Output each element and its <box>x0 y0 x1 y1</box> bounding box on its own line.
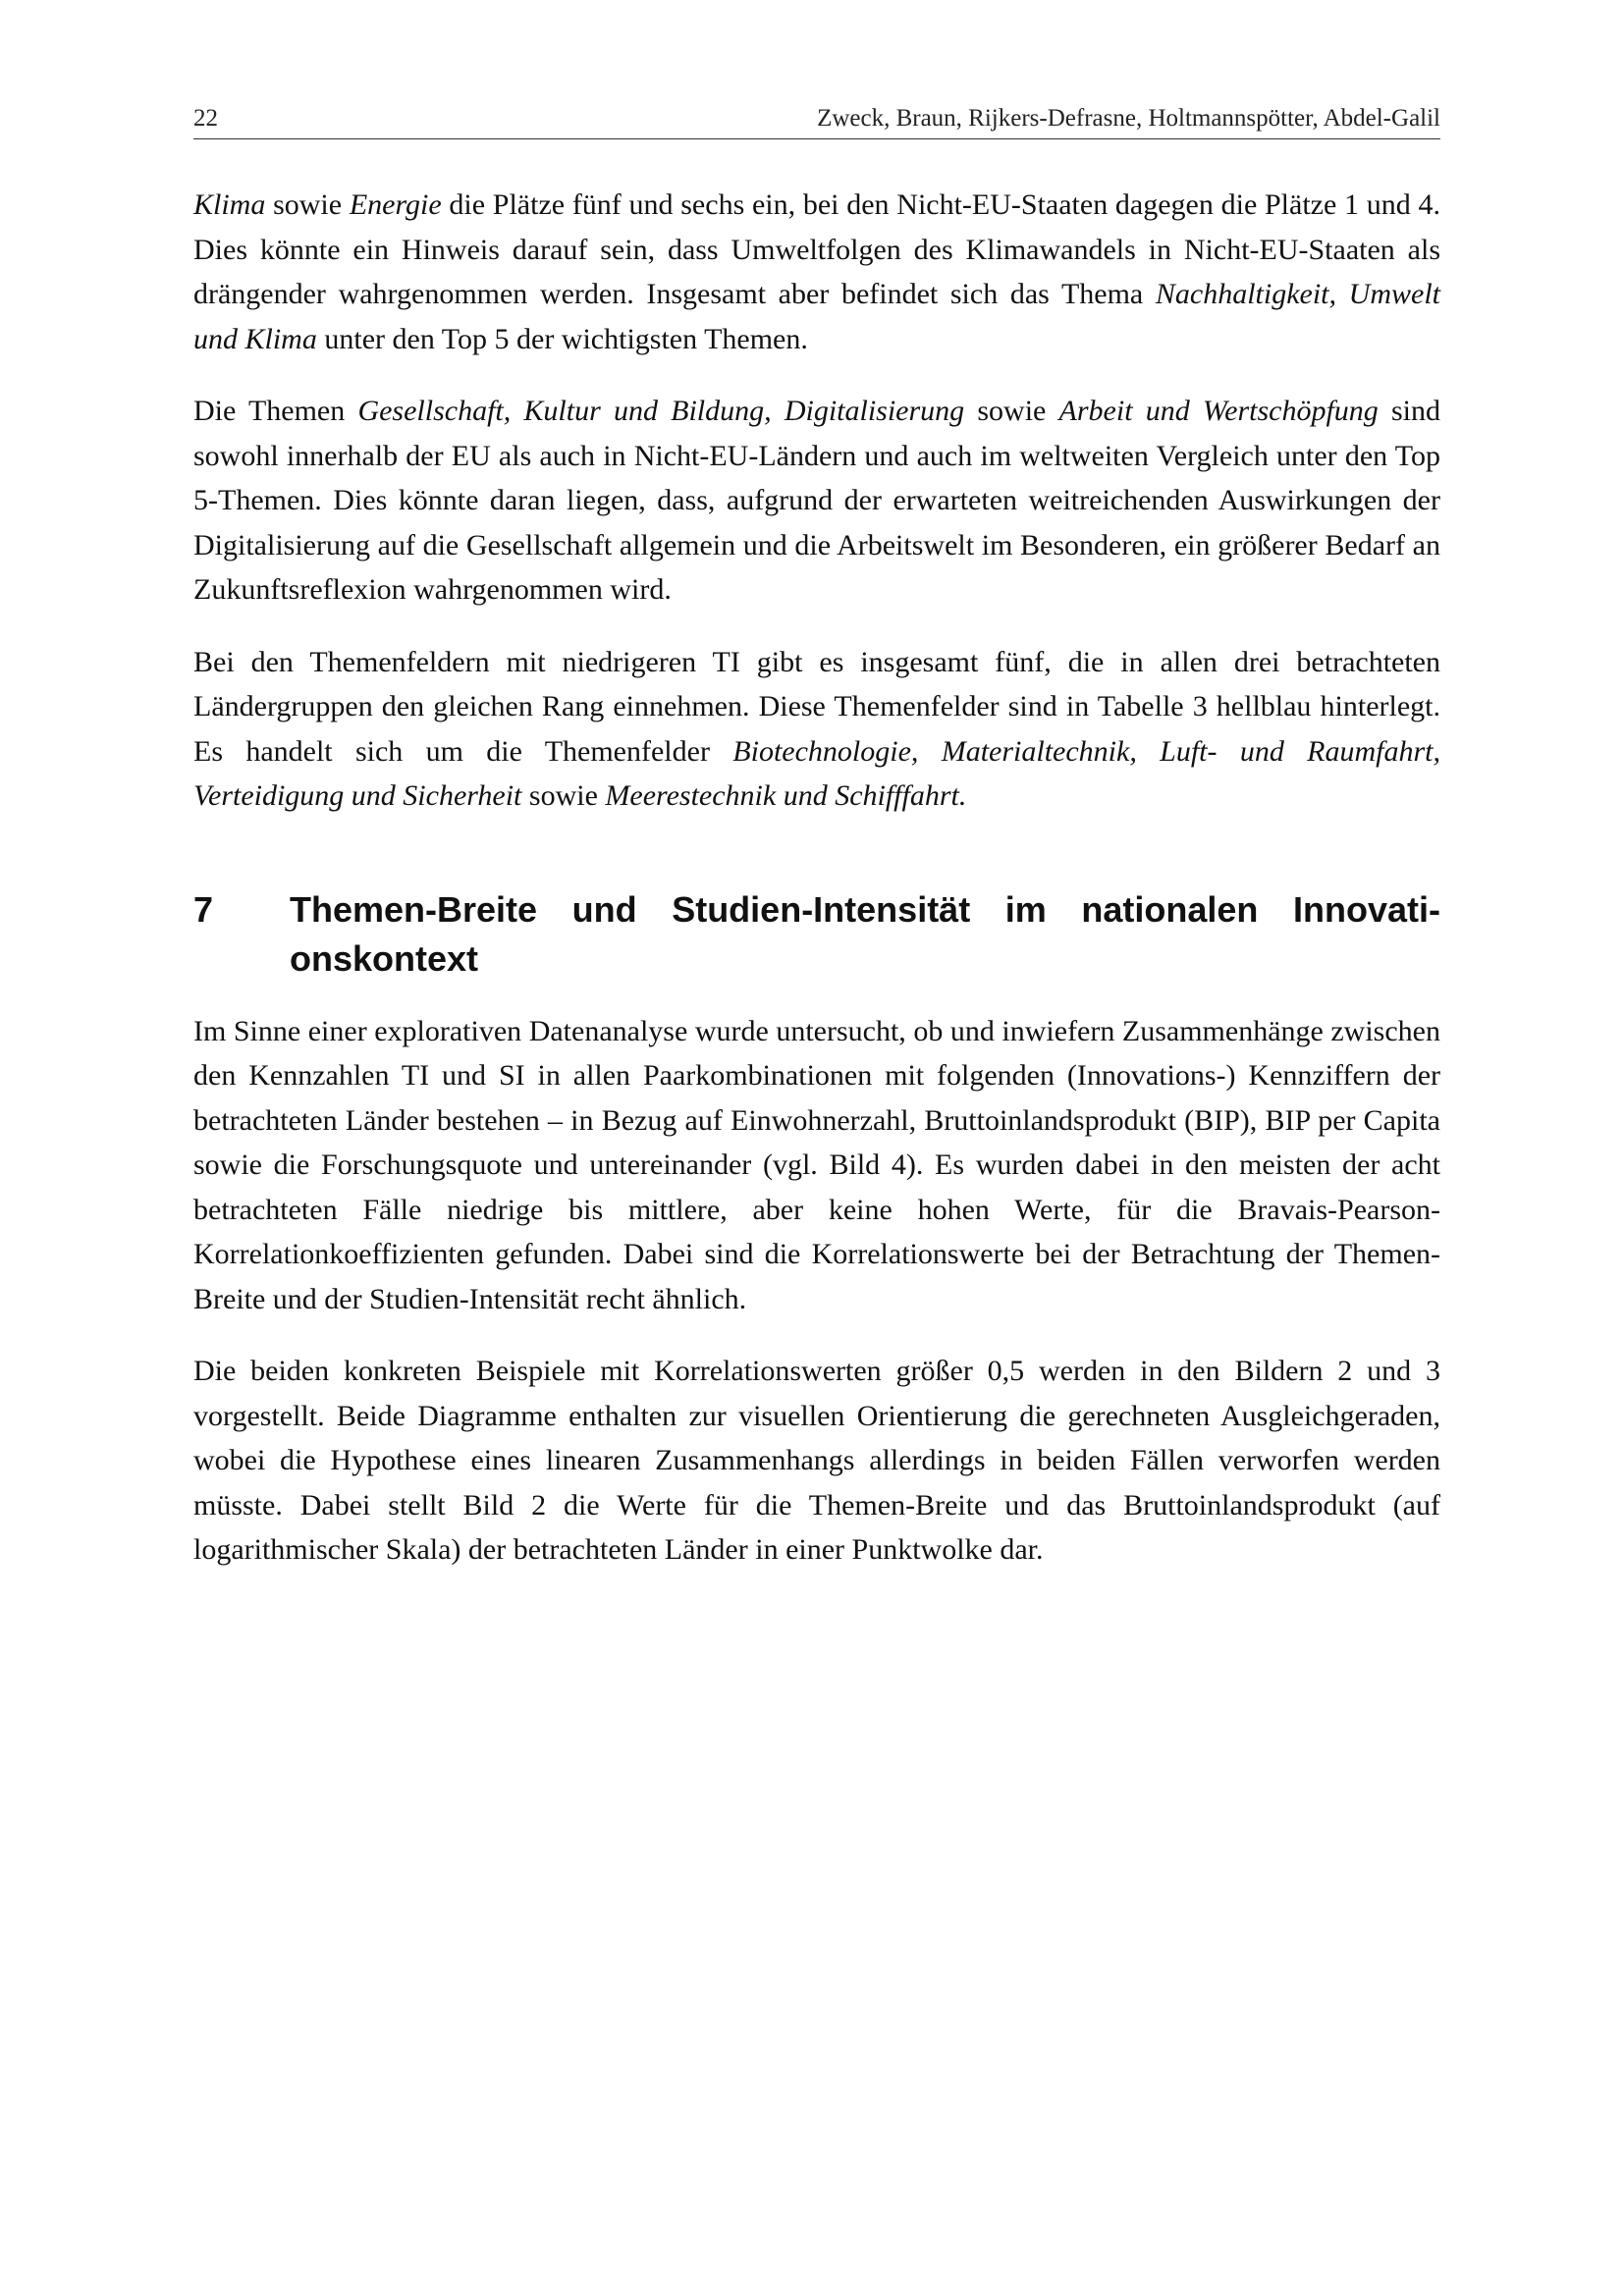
section-number: 7 <box>193 888 214 930</box>
paragraph-2-text-a: Die Themen <box>193 395 358 427</box>
paragraph-1 <box>193 183 1440 361</box>
paragraph-1-text-b: die Plätze fünf und sechs ein, bei den Nicht-EU-Staaten dagegen die Plätze 1 und 4. Dies könnte ein Hinweis darauf sein, dass Umweltfolgen des Klimawandels in Nicht-EU-Staaten als drängender wahrgenommen werden. Insgesamt aber befindet sich das Thema <box>193 188 1440 310</box>
page <box>193 103 1440 1600</box>
paragraph-1-text-a: sowie <box>265 188 350 221</box>
paragraph-4: Im Sinne einer explorativen Datenanalyse wurde untersucht, ob und inwiefern Zusammenhänge zwischen den Kennzahlen TI und SI in allen Paarkombinationen mit folgenden (Innovations-) Kennziffern der betrachteten Länder bestehen – in Bezug auf Einwohnerzahl, Bruttoinlandsprodukt (BIP), BIP per Capita sowie die Forschungsquote und untereinander (vgl. Bild 4). Es wurden dabei in den meisten der acht betrachteten Fälle niedrige bis mittlere, aber keine hohen Werte, für die Bravais-Pearson-Korrelationkoeffizienten gefunden. Dabei sind die Korrelationswerte bei der Betrachtung der Themen-Breite und der Studien-Intensität recht ähnlich. <box>193 1014 1440 1315</box>
section-heading <box>193 885 1440 984</box>
paragraph-2-text-b: sowie <box>964 395 1059 427</box>
section-title: Themen-Breite und Studien-Intensität im nationalen Innovationskontext <box>290 888 1440 979</box>
paragraph-3-text-b: sowie <box>521 779 606 812</box>
paragraph-2 <box>193 389 1440 613</box>
term-nachhaltigkeit: Nachhaltigkeit, Umwelt und Klima <box>193 278 1440 355</box>
term-arbeit: Arbeit und Wertschöpfung <box>1058 395 1379 427</box>
term-energie: Energie <box>349 188 442 221</box>
term-biotechnologie: Biotechnologie, Materialtechnik, Luft- und Raumfahrt, Verteidigung und Sicherheit <box>193 734 1440 812</box>
paragraph-1-text-c: unter den Top 5 der wichtigsten Themen. <box>316 322 808 355</box>
term-gesellschaft: Gesellschaft, Kultur und Bildung, Digitalisierung <box>357 395 965 427</box>
running-header <box>193 103 1440 139</box>
page-number: 22 <box>193 105 218 132</box>
paragraph-5: Die beiden konkreten Beispiele mit Korrelationswerten größer 0,5 werden in den Bildern 2 und 3 vorgestellt. Beide Diagramme enthalten zur visuellen Orientierung die gerechneten Ausgleichgeraden, wobei die Hypothese eines linearen Zusammenhangs allerdings in beiden Fällen verworfen werden müsste. Dabei stellt Bild 2 die Werte für die Themen-Breite und das Bruttoinlandsprodukt (auf logarithmischer Skala) der betrachteten Länder in einer Punktwolke dar. <box>193 1355 1440 1566</box>
paragraph-2-text-c: sind sowohl innerhalb der EU als auch in Nicht-EU-Ländern und auch im weltweiten Vergleich unter den Top 5-Themen. Dies könnte daran liegen, dass, aufgrund der erwarteten weitreichenden Auswirkungen der Digitalisierung auf die Gesellschaft allgemein und die Arbeitswelt im Besonderen, ein größerer Bedarf an Zukunftsreflexion wahrgenommen wird. <box>193 395 1440 606</box>
header-authors: Zweck, Braun, Rijkers-Defrasne, Holtmannspötter, Abdel-Galil <box>817 105 1440 132</box>
paragraph-3 <box>193 640 1440 819</box>
paragraph-3-text-a: Bei den Themenfeldern mit niedrigeren TI gibt es insgesamt fünf, die in allen drei betrachteten Ländergruppen den gleichen Rang einnehmen. Diese Themenfelder sind in Tabelle 3 hellblau hinterlegt. Es handelt sich um die Themenfelder <box>193 645 1440 768</box>
main-content <box>193 183 1440 1573</box>
term-klima: Klima <box>193 188 266 221</box>
term-meerestechnik: Meerestechnik und Schifffahrt. <box>605 779 967 812</box>
